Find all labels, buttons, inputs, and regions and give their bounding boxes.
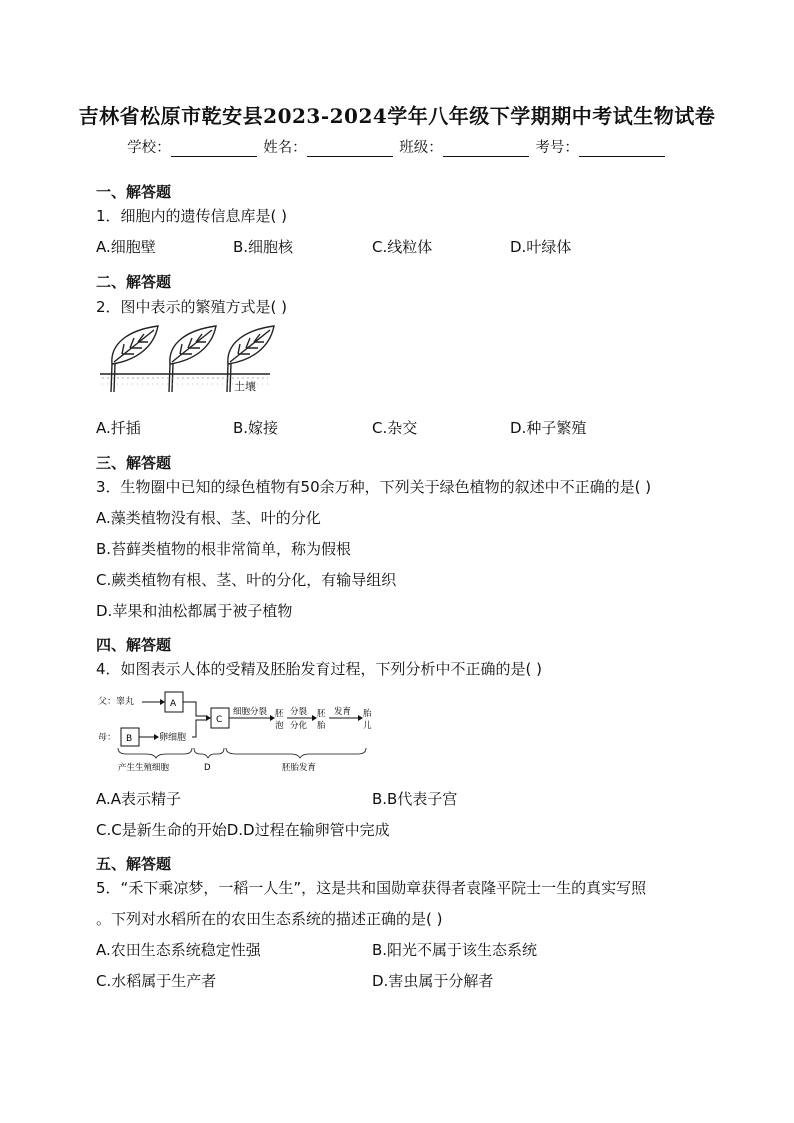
option-b[interactable]: B.嫁接 [233, 419, 279, 437]
option-c[interactable]: C.杂交 [372, 419, 418, 437]
tai-label: 胎 [317, 721, 326, 731]
option-a[interactable]: A.扦插 [96, 419, 141, 437]
father-label: 父：睾丸 [98, 697, 135, 707]
option-d[interactable]: D.种子繁殖 [510, 419, 587, 437]
name-blank[interactable] [307, 140, 393, 157]
cell-division-label: 细胞分裂 [233, 707, 268, 717]
fertilization-diagram [96, 688, 386, 776]
brace-embryo [226, 748, 366, 758]
option-c[interactable]: C.线粒体 [372, 238, 433, 256]
d-label: D [204, 763, 211, 773]
question-text-line1: 5．“禾下乘凉梦，一稻一人生”，这是共和国勋章获得者袁隆平院士一生的真实写照 [96, 879, 647, 897]
section-heading: 二、解答题 [96, 273, 172, 291]
box-a-label: A [170, 699, 177, 709]
section-heading: 一、解答题 [96, 183, 172, 201]
option-c[interactable]: C.水稻属于生产者 [96, 972, 217, 990]
pao-label: 泡 [275, 721, 284, 731]
brace-germ [118, 748, 192, 758]
option-a[interactable]: A.细胞壁 [96, 238, 156, 256]
option-b[interactable]: B.细胞核 [233, 238, 294, 256]
option-b[interactable]: B.苔藓类植物的根非常简单，称为假根 [96, 540, 352, 558]
school-blank[interactable] [171, 140, 257, 157]
fen-lie-label: 分裂 [290, 707, 308, 717]
name-label: 姓名： [263, 140, 307, 156]
fen-hua-label: 分化 [290, 721, 308, 731]
tai2-label: 胎 [363, 709, 372, 719]
question-text: 2．图中表示的繁殖方式是( ) [96, 298, 288, 316]
class-blank[interactable] [443, 140, 529, 157]
school-label: 学校： [127, 140, 171, 156]
student-info-line [0, 136, 794, 157]
exam-no-blank[interactable] [579, 140, 665, 157]
section-heading: 三、解答题 [96, 454, 172, 472]
option-d[interactable]: D.叶绿体 [510, 238, 572, 256]
mother-label: 母： [98, 733, 117, 743]
fa-yu-label: 发育 [334, 707, 352, 717]
option-a[interactable]: A.A表示精子 [96, 790, 182, 808]
option-a[interactable]: A.农田生态系统稳定性强 [96, 941, 261, 959]
soil-label: 土壤 [234, 380, 256, 393]
pei-label: 胚 [275, 709, 284, 719]
page-title: 吉林省松原市乾安县2023-2024学年八年级下学期期中考试生物试卷 [78, 104, 716, 128]
germ-cell-label: 产生生殖细胞 [118, 763, 170, 773]
question-text-line2: 。下列对水稻所在的农田生态系统的描述正确的是( ) [96, 910, 443, 928]
option-c[interactable]: C.蕨类植物有根、茎、叶的分化，有输导组织 [96, 571, 397, 589]
question-text: 3．生物圈中已知的绿色植物有50余万种，下列关于绿色植物的叙述中不正确的是( ) [96, 478, 652, 496]
box-b-label: B [126, 734, 133, 744]
embryo-dev-label: 胚胎发育 [282, 763, 317, 773]
option-a[interactable]: A.藻类植物没有根、茎、叶的分化 [96, 509, 321, 527]
leaf-cutting-icon [111, 326, 158, 392]
pei2-label: 胚 [317, 709, 326, 719]
class-label: 班级： [399, 140, 443, 156]
option-d[interactable]: D.苹果和油松都属于被子植物 [96, 602, 293, 620]
option-b[interactable]: B.B代表子宫 [372, 790, 458, 808]
option-b[interactable]: B.阳光不属于该生态系统 [372, 941, 538, 959]
section-heading: 五、解答题 [96, 855, 172, 873]
option-cd[interactable]: C.C是新生命的开始D.D过程在输卵管中完成 [96, 821, 390, 839]
question-text: 1．细胞内的遗传信息库是( ) [96, 207, 288, 225]
leaf-cutting-icon [169, 326, 216, 392]
option-d[interactable]: D.害虫属于分解者 [372, 972, 494, 990]
question-text: 4．如图表示人体的受精及胚胎发育过程，下列分析中不正确的是( ) [96, 660, 543, 678]
exam-no-label: 考号： [535, 140, 579, 156]
section-heading: 四、解答题 [96, 636, 172, 654]
box-c-label: C [216, 715, 223, 725]
cutting-figure [98, 324, 278, 400]
brace-d [194, 748, 224, 758]
egg-label: 卵细胞 [159, 733, 187, 743]
er-label: 儿 [363, 721, 372, 731]
